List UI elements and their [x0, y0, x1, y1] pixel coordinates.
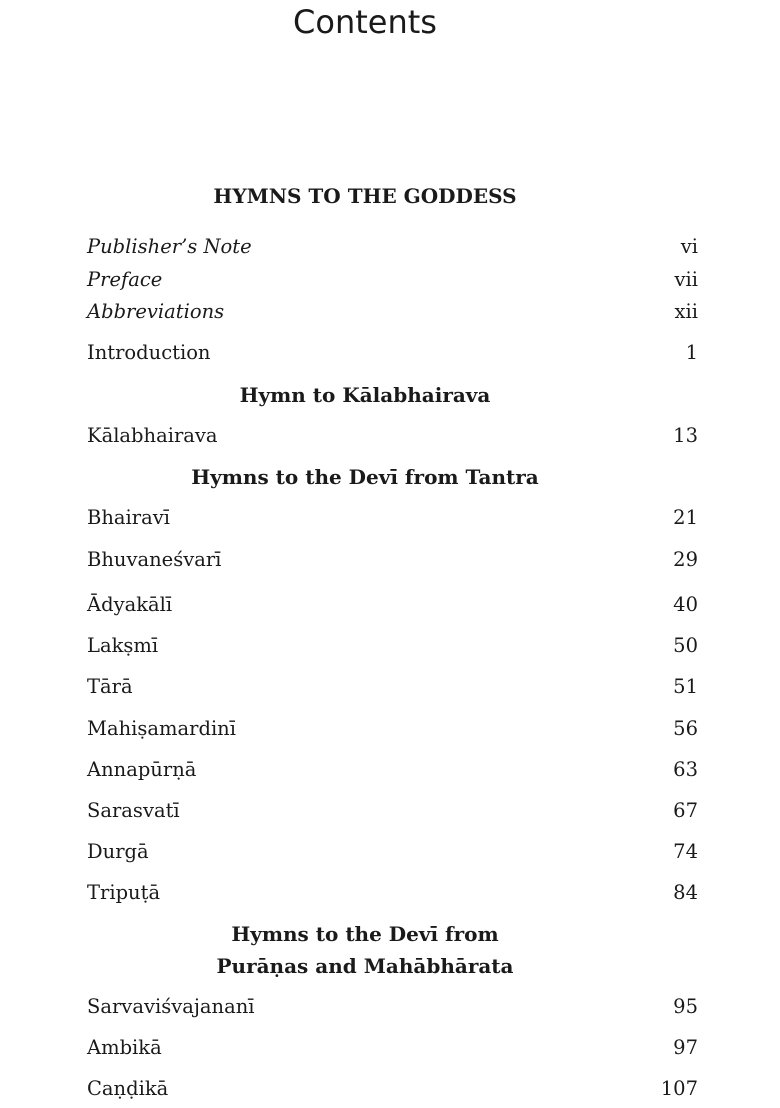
group-heading: Hymns to the Devī from Tantra — [191, 465, 539, 489]
entry-page: 40 — [673, 593, 698, 616]
entry-label: Bhuvaneśvarī — [87, 548, 222, 571]
entry-page: 74 — [673, 840, 698, 863]
toc-entry[interactable] — [87, 232, 698, 262]
entry-label: Tripuṭā — [87, 881, 161, 904]
toc-entry[interactable] — [87, 796, 698, 826]
toc-entry[interactable] — [87, 714, 698, 744]
toc-entry[interactable] — [87, 1074, 698, 1104]
toc-entry[interactable] — [87, 837, 698, 867]
entry-page: 107 — [660, 1077, 698, 1100]
entry-page: 51 — [673, 675, 698, 698]
toc-entry[interactable] — [87, 672, 698, 702]
entry-label: Bhairavī — [87, 506, 170, 529]
entry-page: 67 — [673, 799, 698, 822]
entry-page: xii — [674, 300, 698, 323]
toc-entry[interactable] — [87, 503, 698, 533]
toc-entry[interactable] — [87, 878, 698, 908]
page-title: Contents — [293, 3, 437, 41]
entry-page: vii — [674, 268, 698, 291]
toc-entry[interactable] — [87, 338, 698, 368]
entry-label: Caṇḍikā — [87, 1077, 169, 1100]
group-heading: Hymn to Kālabhairava — [239, 383, 491, 407]
entry-page: 13 — [673, 424, 698, 447]
group-heading: Purāṇas and Mahābhārata — [216, 954, 514, 978]
entry-label: Ambikā — [87, 1036, 162, 1059]
entry-page: 84 — [673, 881, 698, 904]
entry-page: 21 — [673, 506, 698, 529]
group-heading: Hymns to the Devī from — [231, 922, 499, 946]
toc-entry[interactable] — [87, 297, 698, 327]
entry-label: Sarvaviśvajananī — [87, 995, 255, 1018]
entry-page: vi — [680, 235, 698, 258]
entry-label: Ādyakālī — [87, 593, 173, 616]
entry-label: Mahiṣamardinī — [87, 717, 236, 740]
entry-label: Abbreviations — [87, 300, 225, 323]
toc-entry[interactable] — [87, 1033, 698, 1063]
entry-label: Tārā — [87, 675, 133, 698]
entry-label: Sarasvatī — [87, 799, 180, 822]
entry-page: 95 — [673, 995, 698, 1018]
entry-label: Introduction — [87, 341, 211, 364]
entry-label: Lakṣmī — [87, 634, 159, 657]
toc-entry[interactable] — [87, 545, 698, 575]
toc-entry[interactable] — [87, 421, 698, 451]
toc-entry[interactable] — [87, 590, 698, 620]
toc-entry[interactable] — [87, 992, 698, 1022]
entry-label: Durgā — [87, 840, 149, 863]
entry-label: Publisher’s Note — [87, 235, 252, 258]
entry-page: 56 — [673, 717, 698, 740]
entry-page: 63 — [673, 758, 698, 781]
entry-page: 50 — [673, 634, 698, 657]
entry-label: Kālabhairava — [87, 424, 218, 447]
entry-label: Preface — [87, 268, 163, 291]
toc-entry[interactable] — [87, 631, 698, 661]
entry-page: 97 — [673, 1036, 698, 1059]
entry-page: 29 — [673, 548, 698, 571]
toc-entry[interactable] — [87, 755, 698, 785]
section-title: HYMNS TO THE GODDESS — [213, 184, 517, 208]
entry-label: Annapūrṇā — [87, 758, 197, 781]
entry-page: 1 — [685, 341, 698, 364]
toc-entry[interactable] — [87, 265, 698, 295]
